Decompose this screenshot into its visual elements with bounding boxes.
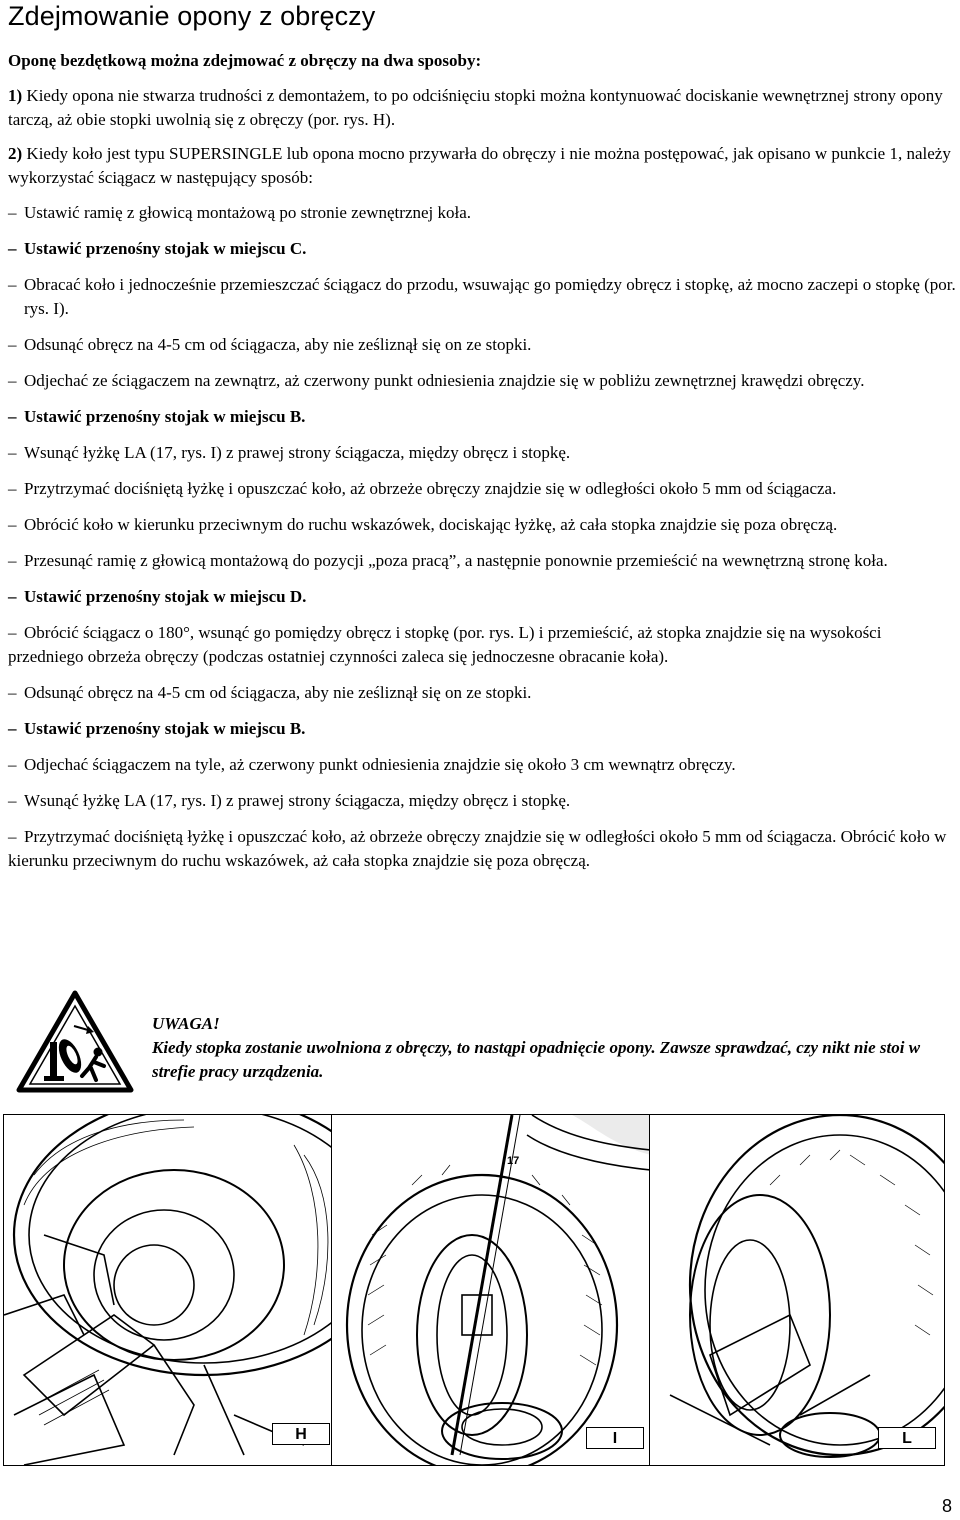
step-item: – Przytrzymać dociśniętą łyżkę i opuszczać koło, aż obrzeże obręczy znajdzie się w odległości około 5 mm od ściągacza. Obrócić koło w kierunku przeciwnym do ruchu wskazówek, aż cała stopka znajdzie się poza obręczą.	[8, 825, 956, 873]
step-item: – Ustawić ramię z głowicą montażową po stronie zewnętrznej koła.	[8, 201, 956, 225]
figure-l	[649, 1114, 945, 1466]
step-item: – Obracać koło i jednocześnie przemieszczać ściągacz do przodu, wsuwając go pomiędzy obręcz i stopkę, aż mocno zaczepi o stopkę (por. rys. I).	[8, 273, 956, 321]
paragraph-text: Kiedy opona nie stwarza trudności z demontażem, to po odciśnięciu stopki można kontynuować dociskanie wewnętrznej strony opony tarczą, aż obie stopki uwolnią się z obręczy (por. rys. H).	[8, 86, 943, 129]
steps-list	[8, 201, 956, 873]
step-item: – Przytrzymać dociśniętą łyżkę i opuszczać koło, aż obrzeże obręczy znajdzie się w odległości około 5 mm od ściągacza.	[8, 477, 956, 501]
figure-label-i: I	[586, 1427, 644, 1449]
step-item: – Obrócić koło w kierunku przeciwnym do ruchu wskazówek, dociskając łyżkę, aż cała stopka znajdzie się poza obręczą.	[8, 513, 956, 537]
step-item: – Ustawić przenośny stojak w miejscu B.	[8, 405, 956, 429]
warning-triangle-icon	[16, 990, 134, 1094]
page-title: Zdejmowanie opony z obręczy	[8, 1, 376, 31]
figure-h-illustration	[4, 1115, 334, 1466]
figures-row	[3, 1114, 953, 1466]
step-item: – Wsunąć łyżkę LA (17, rys. I) z prawej strony ściągacza, między obręcz i stopkę.	[8, 789, 956, 813]
figure-label-l: L	[878, 1427, 936, 1449]
warning-message: Kiedy stopka zostanie uwolniona z obręczy, to nastąpi opadnięcie opony. Zawsze sprawdzać, czy nikt nie stoi w strefie pracy urządzenia.	[152, 1038, 921, 1081]
step-item: – Przesunąć ramię z głowicą montażową do pozycji „poza pracą”, a następnie ponownie przemieścić na wewnętrzną stronę koła.	[8, 549, 956, 573]
paragraph-number: 2)	[8, 144, 23, 163]
step-item: – Ustawić przenośny stojak w miejscu D.	[8, 585, 956, 609]
step-item: – Wsunąć łyżkę LA (17, rys. I) z prawej strony ściągacza, między obręcz i stopkę.	[8, 441, 956, 465]
warning-title: UWAGA!	[152, 1014, 220, 1033]
step-item: – Odsunąć obręcz na 4-5 cm od ściągacza, aby nie ześliznął się on ze stopki.	[8, 333, 956, 357]
paragraph-method-1	[8, 84, 956, 132]
instructions-body	[8, 84, 956, 885]
warning-text-block	[152, 1012, 952, 1084]
step-item: – Odsunąć obręcz na 4-5 cm od ściągacza, aby nie ześliznął się on ze stopki.	[8, 681, 956, 705]
step-item: – Ustawić przenośny stojak w miejscu B.	[8, 717, 956, 741]
intro-text: Oponę bezdętkową można zdejmować z obręczy na dwa sposoby:	[8, 51, 482, 70]
figure-h	[3, 1114, 334, 1466]
paragraph-text: Kiedy koło jest typu SUPERSINGLE lub opona mocno przywarła do obręczy i nie można postępować, jak opisano w punkcie 1, należy wykorzystać ściągacz w następujący sposób:	[8, 144, 951, 187]
figure-i	[331, 1114, 650, 1466]
step-item: – Ustawić przenośny stojak w miejscu C.	[8, 237, 956, 261]
paragraph-number: 1)	[8, 86, 23, 105]
step-item: – Odjechać ściągaczem na tyle, aż czerwony punkt odniesienia znajdzie się około 3 cm wewnątrz obręczy.	[8, 753, 956, 777]
callout-number: 17	[507, 1155, 520, 1167]
page-number: 8	[941, 1496, 952, 1516]
figure-l-illustration	[650, 1115, 945, 1466]
figure-i-illustration	[332, 1115, 650, 1466]
figure-label-h: H	[272, 1423, 330, 1445]
warning-box	[12, 990, 952, 1090]
step-item: – Obrócić ściągacz o 180°, wsunąć go pomiędzy obręcz i stopkę (por. rys. L) i przemieścić, aż stopka znajdzie się na wysokości przedniego obrzeża obręczy (podczas ostatniej czynności zaleca się jednoczesne obracanie koła).	[8, 621, 956, 669]
paragraph-method-2	[8, 142, 956, 190]
step-item: – Odjechać ze ściągaczem na zewnątrz, aż czerwony punkt odniesienia znajdzie się w pobliżu zewnętrznej krawędzi obręczy.	[8, 369, 956, 393]
